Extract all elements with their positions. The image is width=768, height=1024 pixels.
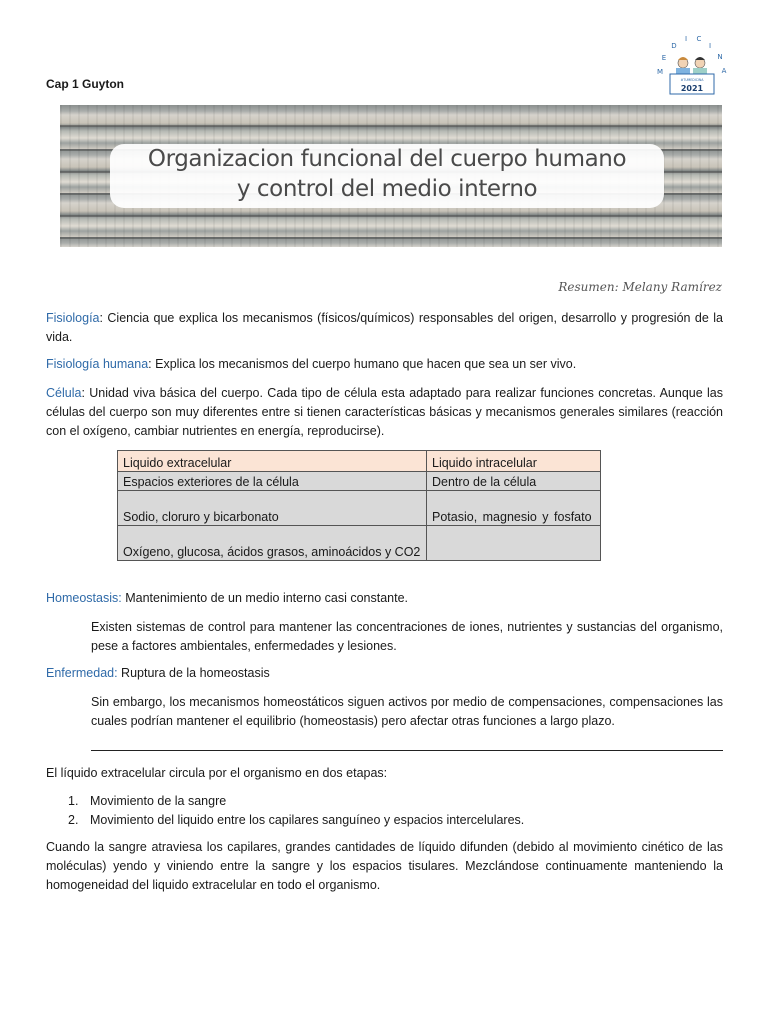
enfermedad-paragraph <box>46 664 723 683</box>
term-homeostasis: Homeostasis: <box>46 591 122 605</box>
table-cell: Oxígeno, glucosa, ácidos grasos, aminoácidos y CO2 <box>118 526 427 561</box>
term-celula: Célula <box>46 386 82 400</box>
list-item <box>68 811 524 830</box>
term-fisiologia-humana: Fisiología humana <box>46 357 149 371</box>
list-text: Movimiento del liquido entre los capilares sanguíneo y espacios intercelulares. <box>90 813 525 827</box>
closing-paragraph: Cuando la sangre atraviesa los capilares, grandes cantidades de líquido difunden (debido al movimiento cinético de las moléculas) yendo y viniendo entre la sangre y los espacios tisulares. Mezclándose continuamente manteniendo la homogeneidad del liquido extracelular en todo el organismo. <box>46 840 723 892</box>
list-number: 1. <box>68 794 79 808</box>
term-fisiologia: Fisiología <box>46 311 100 325</box>
logo-letter: A <box>721 67 727 75</box>
celula-paragraph <box>46 384 723 441</box>
title-card <box>110 144 664 208</box>
logo-letter: I <box>708 42 712 50</box>
fisiologia-humana-paragraph <box>46 355 723 374</box>
table-row <box>118 472 601 491</box>
homeostasis-paragraph <box>46 589 723 608</box>
homeostasis-definition: Mantenimiento de un medio interno casi constante. <box>121 591 409 605</box>
logo-year: 2021 <box>680 84 704 93</box>
title-line-2: y control del medio interno <box>236 176 538 202</box>
table-row <box>118 491 601 526</box>
fisiologia-paragraph <box>46 309 723 347</box>
author-credit: Resumen: Melany Ramírez <box>558 280 722 294</box>
list-text: Movimiento de la sangre <box>90 794 227 808</box>
table-cell: Dentro de la célula <box>427 472 601 491</box>
enfermedad-detail: Sin embargo, los mecanismos homeostáticos siguen activos por medio de compensaciones, compensaciones las cuales podrían mantener el equilibrio (homeostasis) pero afectar otras funciones a largo plazo. <box>91 695 723 728</box>
enfermedad-definition: Ruptura de la homeostasis <box>117 666 270 680</box>
chapter-label: Cap 1 Guyton <box>46 77 125 91</box>
logo-letter: E <box>661 54 667 62</box>
term-enfermedad: Enfermedad: <box>46 666 118 680</box>
table-cell <box>427 526 601 561</box>
liquido-intro: El líquido extracelular circula por el organismo en dos etapas: <box>46 766 388 780</box>
table-header-cell: Liquido intracelular <box>427 451 601 472</box>
medicina-logo <box>654 30 730 98</box>
fluid-comparison-table <box>117 450 601 561</box>
celula-definition: : Unidad viva básica del cuerpo. Cada tipo de célula esta adaptado para realizar funciones concretas. Aunque las células del cuerpo son muy diferentes entre si tienen características básicas y mecanismos generales similares (reacción con el oxígeno, cambiar nutrientes en energía, reproducirse). <box>46 386 723 438</box>
fisiologia-definition: : Ciencia que explica los mecanismos (físicos/químicos) responsables del origen, desarrollo y progresión de la vida. <box>46 311 723 344</box>
logo-letter: I <box>684 35 688 43</box>
table-cell: Espacios exteriores de la célula <box>118 472 427 491</box>
list-item <box>68 792 524 811</box>
logo-letter: D <box>671 42 677 50</box>
table-cell: Sodio, cloruro y bicarbonato <box>118 491 427 526</box>
logo-letter: N <box>717 53 723 61</box>
stages-list <box>68 792 524 830</box>
table-row <box>118 526 601 561</box>
table-header-cell: Liquido extracelular <box>118 451 427 472</box>
logo-letter: C <box>696 35 702 43</box>
logo-letter: M <box>656 68 664 76</box>
table-cell: Potasio, magnesio y fosfato <box>427 491 601 526</box>
title-line-1: Organizacion funcional del cuerpo humano <box>147 146 627 172</box>
list-number: 2. <box>68 813 79 827</box>
divider <box>91 750 723 751</box>
title-banner <box>60 105 722 247</box>
table-header-row <box>118 451 601 472</box>
logo-badge-small: #TUMEDICINA <box>680 78 704 82</box>
fisiologia-humana-definition: : Explica los mecanismos del cuerpo humano que hacen que sea un ser vivo. <box>148 357 577 371</box>
homeostasis-detail: Existen sistemas de control para mantener las concentraciones de iones, nutrientes y sustancias del organismo, pese a factores ambientales, enfermedades y lesiones. <box>91 620 723 653</box>
